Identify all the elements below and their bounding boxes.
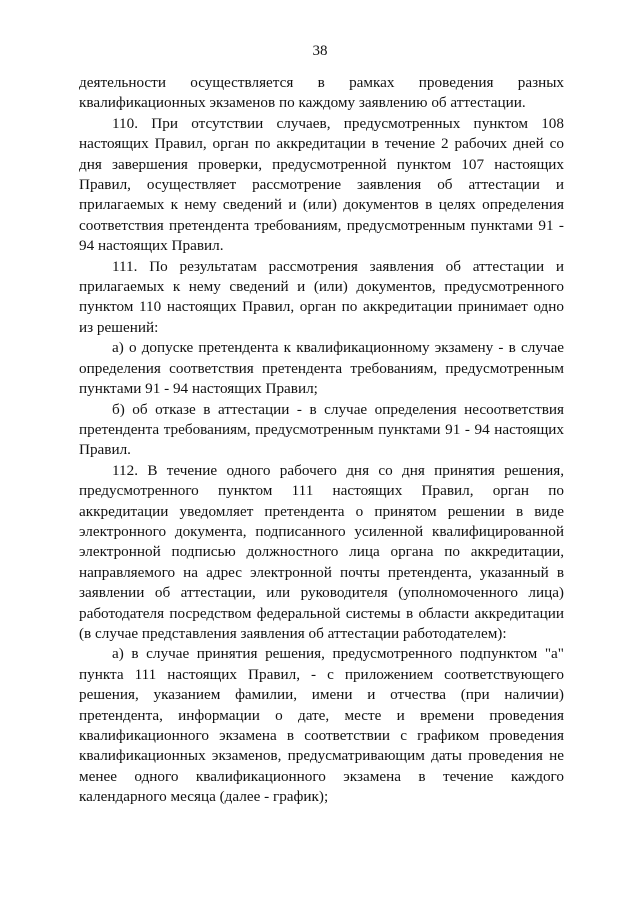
subparagraph-111-a: а) о допуске претендента к квалификационному экзамену - в случае определения соответствия претендента требованиям, предусмотренным пунктами 91 - 94 настоящих Правил;	[79, 339, 564, 398]
paragraph-continuation: деятельности осуществляется в рамках проведения разных квалификационных экзаменов по каждому заявлению об аттестации.	[79, 74, 564, 112]
document-body	[79, 73, 564, 808]
page-number: 38	[312, 43, 328, 59]
subparagraph-112-a: а) в случае принятия решения, предусмотренного подпунктом "а" пункта 111 настоящих Правил, - с приложением соответствующего решения, указанием фамилии, имени и отчества (при наличии) претендента, информации о дате, месте и времени проведения квалификационного экзамена в соответствии с графиком проведения квалификационных экзаменов, предусматривающим даты проведения не менее одного квалификационного экзамена в течение каждого календарного месяца (далее - график);	[79, 645, 564, 806]
paragraph-111: 111. По результатам рассмотрения заявления об аттестации и прилагаемых к нему сведений и (или) документов, предусмотренного пунктом 110 настоящих Правил, орган по аккредитации принимает одно из решений:	[79, 257, 564, 336]
paragraph-110: 110. При отсутствии случаев, предусмотренных пунктом 108 настоящих Правил, орган по аккредитации в течение 2 рабочих дней со дня завершения проверки, предусмотренной пунктом 107 настоящих Правил, осуществляет рассмотрение заявления об аттестации и прилагаемых к нему сведений и (или) документов в целях определения соответствия претендента требованиям, предусмотренным пунктами 91 - 94 настоящих Правил.	[79, 114, 564, 255]
paragraph-112: 112. В течение одного рабочего дня со дня принятия решения, предусмотренного пунктом 111 настоящих Правил, орган по аккредитации уведомляет претендента о принятом решении в виде электронного документа, подписанного усиленной квалифицированной электронной подписью должностного лица органа по аккредитации, направляемого на адрес электронной почты претендента, указанный в заявлении об аттестации, или руководителя (уполномоченного лица) работодателя посредством федеральной системы в области аккредитации (в случае представления заявления об аттестации работодателем):	[79, 461, 564, 642]
subparagraph-111-b: б) об отказе в аттестации - в случае определения несоответствия претендента требованиям, предусмотренным пунктами 91 - 94 настоящих Правил.	[79, 400, 564, 459]
